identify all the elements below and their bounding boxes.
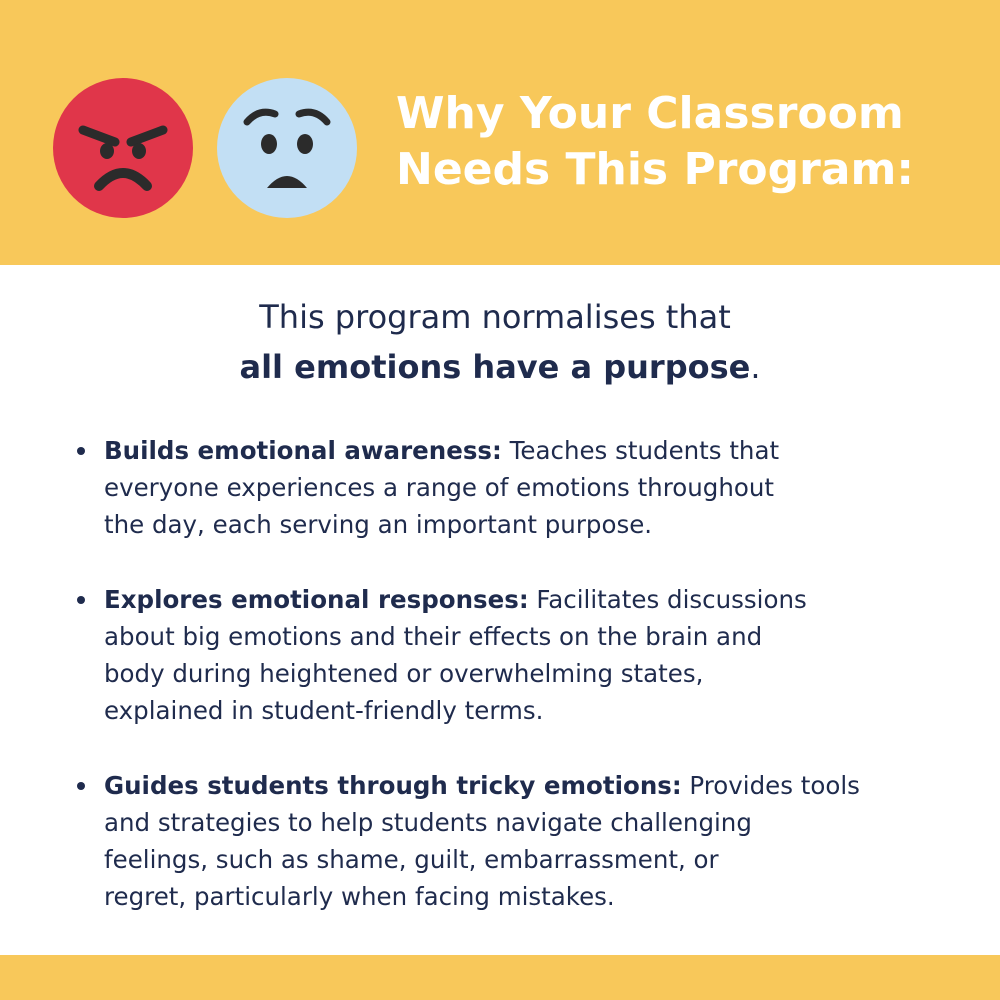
bullet-icon — [77, 782, 85, 790]
title-line-1: Why Your Classroom — [396, 88, 904, 139]
intro-emphasis-line — [0, 342, 1000, 392]
point-text: Provides tools — [681, 771, 860, 800]
point-lead: Explores emotional responses: — [104, 585, 529, 614]
list-item — [70, 767, 970, 915]
point-line: about big emotions and their effects on the brain and — [104, 622, 763, 651]
point-line — [104, 432, 970, 469]
intro-emphasis: all emotions have a purpose — [239, 348, 751, 386]
benefits-list — [70, 432, 970, 953]
point-line: feelings, such as shame, guilt, embarrassment, or — [104, 845, 719, 874]
page-title — [396, 86, 976, 198]
point-text: Teaches students that — [501, 436, 780, 465]
point-lead: Guides students through tricky emotions: — [104, 771, 682, 800]
point-text: Facilitates discussions — [528, 585, 807, 614]
intro-line: This program normalises that — [259, 298, 731, 336]
point-line: regret, particularly when facing mistakes. — [104, 882, 615, 911]
point-line — [104, 767, 970, 804]
bullet-icon — [77, 447, 85, 455]
list-item — [70, 581, 970, 729]
point-line: the day, each serving an important purpose. — [104, 510, 653, 539]
point-lead: Builds emotional awareness: — [104, 436, 502, 465]
point-line — [104, 581, 970, 618]
point-line: explained in student-friendly terms. — [104, 696, 544, 725]
title-line-2: Needs This Program: — [396, 144, 914, 195]
point-line: everyone experiences a range of emotions throughout — [104, 473, 774, 502]
angry-face-icon — [53, 78, 193, 218]
point-line: and strategies to help students navigate challenging — [104, 808, 752, 837]
list-item — [70, 432, 970, 543]
point-line: body during heightened or overwhelming states, — [104, 659, 704, 688]
footer-band — [0, 955, 1000, 1000]
intro-statement — [0, 292, 1000, 392]
intro-period: . — [750, 348, 761, 386]
worried-face-icon — [217, 78, 357, 218]
bullet-icon — [77, 596, 85, 604]
